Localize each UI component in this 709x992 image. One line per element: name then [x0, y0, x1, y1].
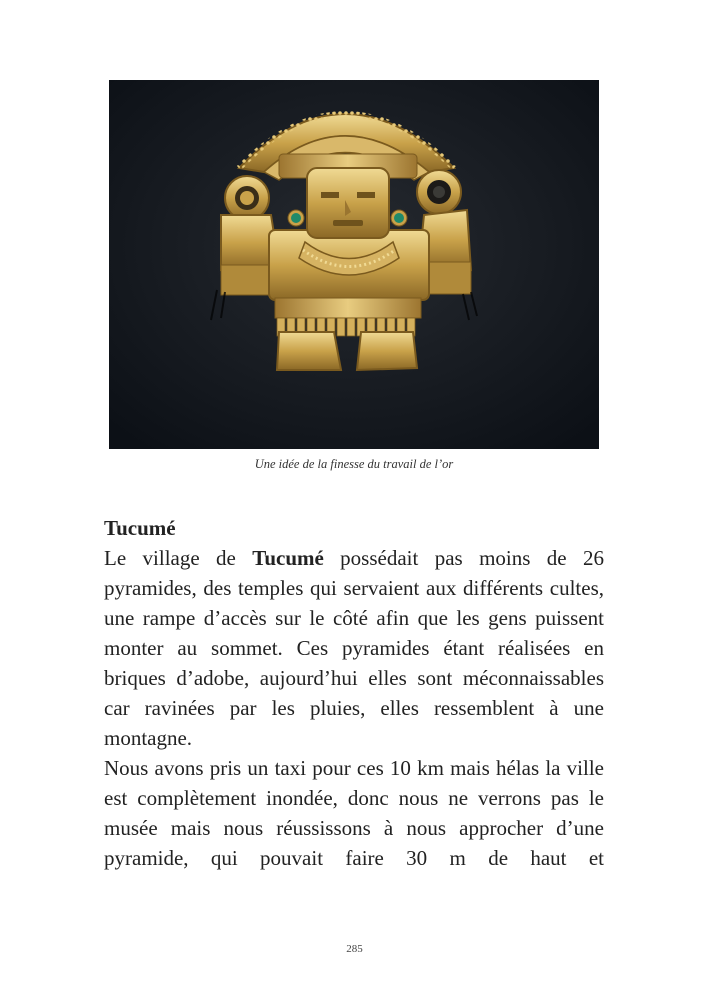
figure-caption: Une idée de la finesse du travail de l’or: [254, 457, 454, 471]
paragraph-1: [104, 543, 604, 753]
figure-photo: [109, 80, 599, 449]
paragraph-1-rest: possédait pas moins de 26 pyramides, des temples qui servaient aux différents cultes, une rampe d’accès sur le côté afin que les gens puissent monter au sommet. Ces pyramides étant réalisées en briques d’adobe, aujourd’hui elles sont méconnaissables car ravinées par les pluies, elles ressemblent à une montagne.: [104, 546, 604, 750]
paragraph-2: Nous avons pris un taxi pour ces 10 km mais hélas la ville est complètement inondée, donc nous ne verrons pas le musée mais nous réussissons à nous approcher d’une pyramide, qui pouvait faire 30 m de haut et: [104, 756, 604, 870]
section-heading: Tucumé: [104, 516, 176, 540]
place-name-bold: Tucumé: [252, 546, 324, 570]
paragraph-1-start: Le village de: [104, 546, 253, 570]
gold-figurine-image: [109, 80, 599, 449]
page-number: 285: [346, 943, 363, 955]
body-text: [104, 513, 604, 873]
